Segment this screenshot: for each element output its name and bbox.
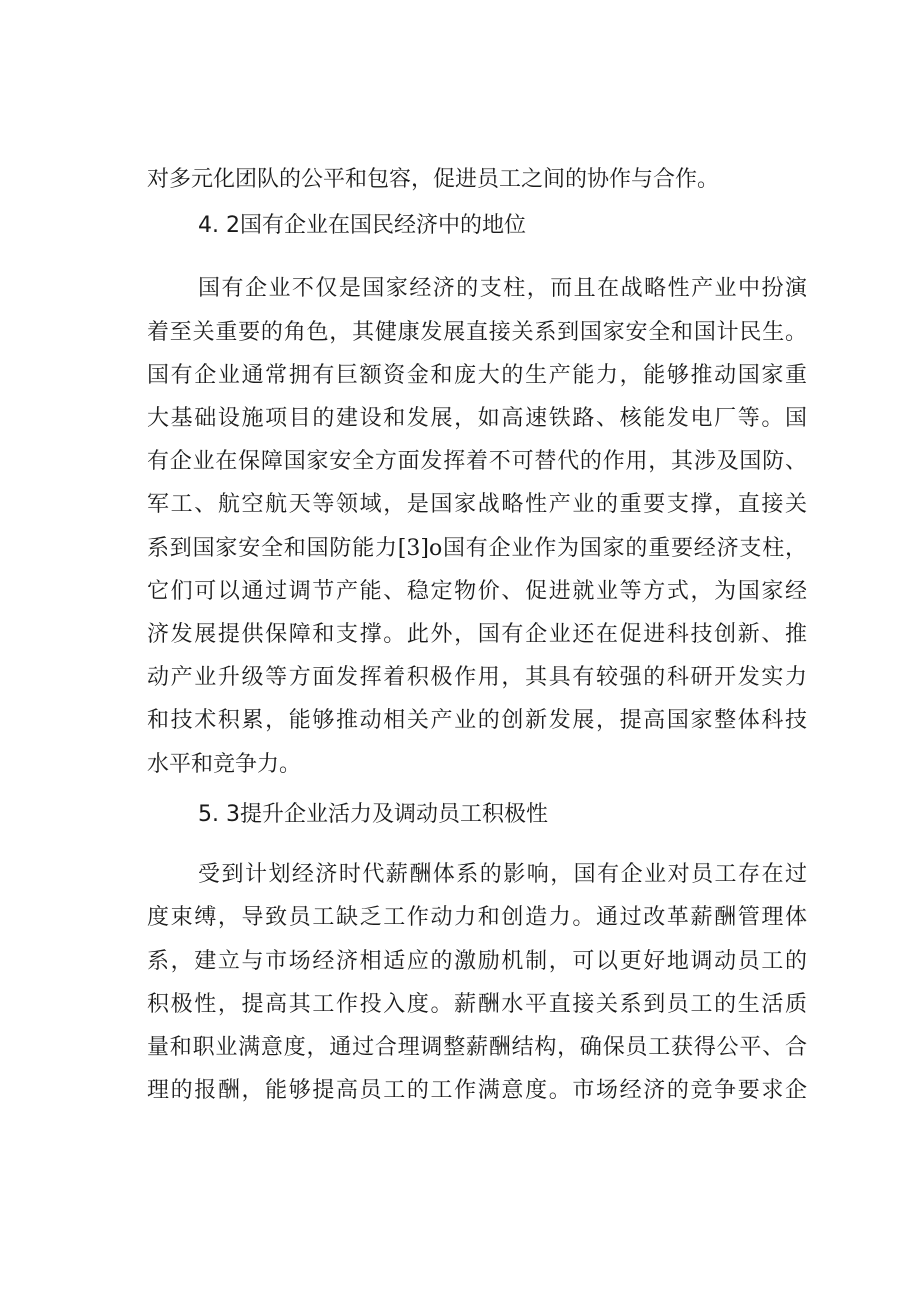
section-heading-4-2: 4. 2国有企业在国民经济中的地位 <box>198 213 526 238</box>
paragraph-line: 受到计划经济时代薪酬体系的影响，国有企业对员工存在过 <box>198 862 807 887</box>
paragraph-line: 国有企业通常拥有巨额资金和庞大的生产能力，能够推动国家重 <box>147 363 807 388</box>
paragraph-line: 大基础设施项目的建设和发展，如高速铁路、核能发电厂等。国 <box>147 406 807 431</box>
paragraph-line: 军工、航空航天等领域，是国家战略性产业的重要支撑，直接关 <box>147 492 807 517</box>
paragraph-line: 系到国家安全和国防能力[3]o国有企业作为国家的重要经济支柱， <box>147 536 807 561</box>
paragraph-line: 和技术积累，能够推动相关产业的创新发展，提高国家整体科技 <box>147 708 807 733</box>
section-heading-5-3: 5. 3提升企业活力及调动员工积极性 <box>198 802 548 827</box>
paragraph-line: 量和职业满意度，通过合理调整薪酬结构，确保员工获得公平、合 <box>147 1035 807 1060</box>
paragraph-line: 对多元化团队的公平和包容，促进员工之间的协作与合作。 <box>147 167 720 192</box>
paragraph-line: 国有企业不仅是国家经济的支柱，而且在战略性产业中扮演 <box>198 276 807 301</box>
paragraph-line: 系，建立与市场经济相适应的激励机制，可以更好地调动员工的 <box>147 949 807 974</box>
paragraph-line: 着至关重要的角色，其健康发展直接关系到国家安全和国计民生。 <box>147 320 807 345</box>
paragraph-line: 水平和竞争力。 <box>147 752 302 777</box>
paragraph-line: 有企业在保障国家安全方面发挥着不可替代的作用，其涉及国防、 <box>147 449 807 474</box>
paragraph-line: 动产业升级等方面发挥着积极作用，其具有较强的科研开发实力 <box>147 665 807 690</box>
paragraph-line: 济发展提供保障和支撑。此外，国有企业还在促进科技创新、推 <box>147 622 807 647</box>
paragraph-line: 它们可以通过调节产能、稳定物价、促进就业等方式，为国家经 <box>147 579 807 604</box>
paragraph-line: 理的报酬，能够提高员工的工作满意度。市场经济的竞争要求企 <box>147 1078 807 1103</box>
paragraph-line: 积极性，提高其工作投入度。薪酬水平直接关系到员工的生活质 <box>147 992 807 1017</box>
paragraph-line: 度束缚，导致员工缺乏工作动力和创造力。通过改革薪酬管理体 <box>147 905 807 930</box>
